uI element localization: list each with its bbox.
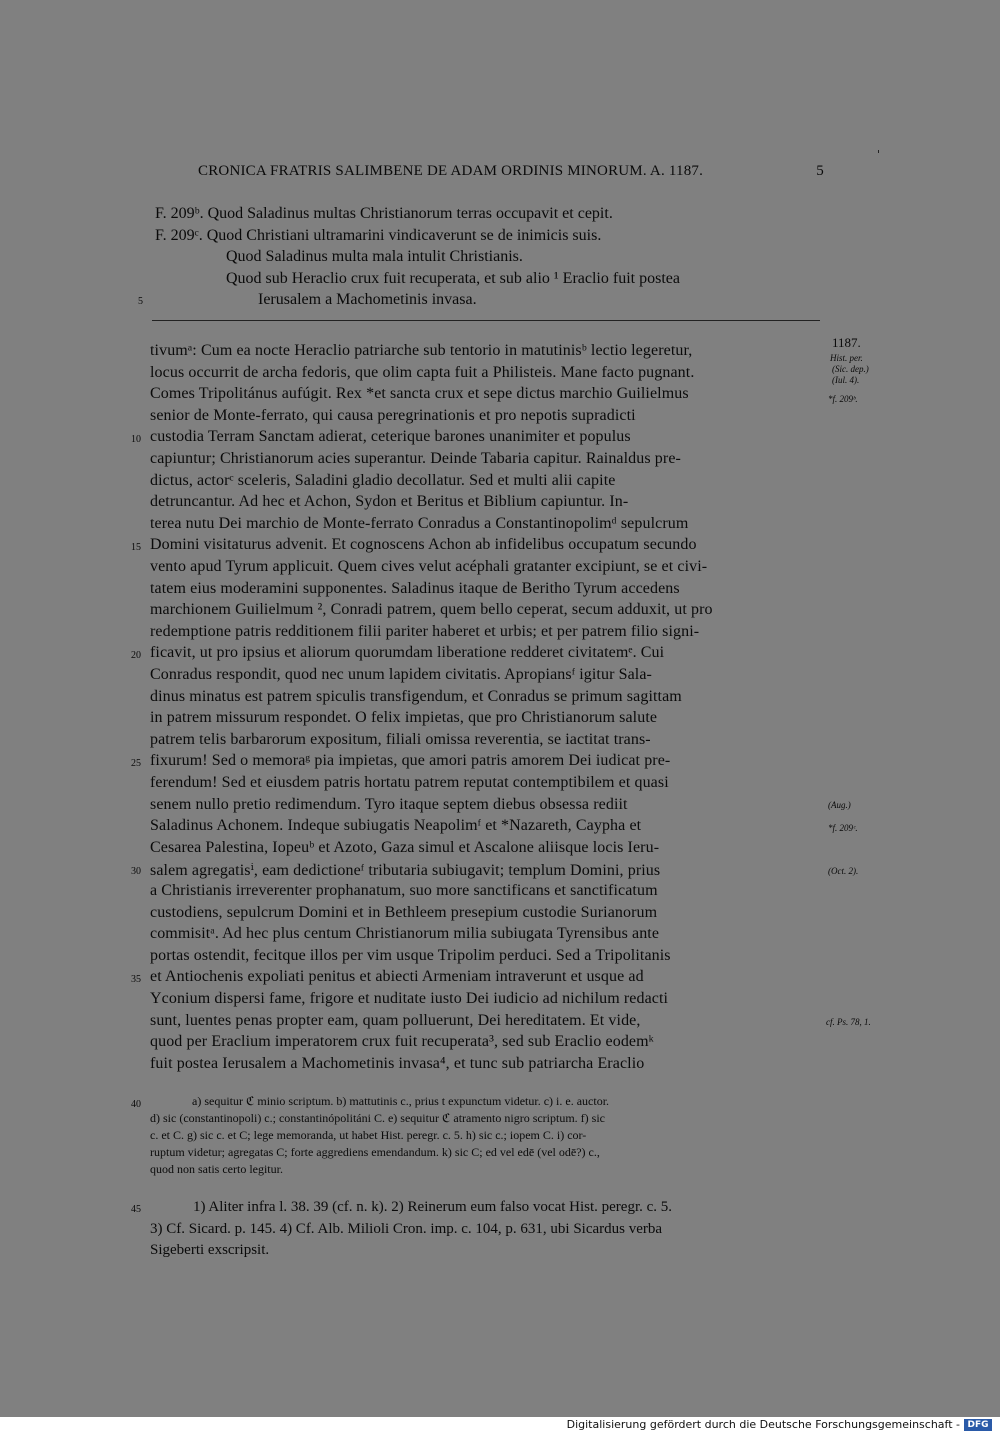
text-line: ferendum! Sed et eiusdem patris hortatu patrem reputat contemptibilem et quasi	[150, 774, 669, 791]
text-line: commisitᵃ. Ad hec plus centum Christianorum milia subiugata Tyrensibus ante	[150, 925, 660, 942]
line-number: 10	[131, 434, 141, 445]
text-line: Comes Tripolitánus aufúgit. Rex *et sancta crux et sepe dictus marchio Guilielmus	[150, 385, 689, 402]
apparatus-line: quod non satis certo legitur.	[150, 1162, 283, 1176]
text-line: tivumᵃ: Cum ea nocte Heraclio patriarche sub tentorio in matutinisᵇ lectio legeretur,	[150, 342, 693, 359]
text-line: senior de Monte-ferrato, qui causa peregrinationis et pro nepotis supradicti	[150, 407, 636, 424]
apparatus-line: c. et C. g) sic c. et C; lege memoranda, ut habet Hist. peregr. c. 5. h) sic c.; iopem C. i) cor-	[150, 1128, 587, 1142]
margin-year: 1187.	[832, 335, 861, 350]
toc-line: Quod Saladinus multa mala intulit Christianis.	[226, 248, 523, 265]
text-line: quod per Eraclium imperatorem crux fuit recuperata³, sed sub Eraclio eodemᵏ	[150, 1033, 654, 1050]
text-line: custodia Terram Sanctam adierat, ceterique barones unanimiter et populus	[150, 428, 631, 445]
line-number: 35	[131, 974, 141, 985]
separator-rule	[152, 320, 820, 322]
funding-credit: Digitalisierung gefördert durch die Deutsche Forschungsgemeinschaft -	[566, 1418, 960, 1431]
text-line: redemptione patris redditionem filii pariter haberet et urbis; et per patrem filio signi-	[150, 623, 700, 640]
apparatus-line: d) sic (constantinopoli) c.; constantinópolitáni C. e) sequitur ℭ atramento nigro scriptum. f) sic	[150, 1111, 606, 1125]
line-number: 15	[131, 542, 141, 553]
footer-bar	[0, 1417, 1000, 1434]
line-number: 25	[131, 758, 141, 769]
text-line: Cesarea Palestina, Iopeuᵇ et Azoto, Gaza simul et Ascalone aliisque locis Ieru-	[150, 839, 660, 856]
text-line: Conradus respondit, quod nec unum lapidem civitatis. Apropiansᶠ igitur Sala-	[150, 666, 652, 683]
dfg-logo: DFG	[964, 1419, 992, 1431]
reference-line: Sigeberti exscripsit.	[150, 1242, 270, 1258]
margin-note: *f. 209ᵇ.	[828, 394, 858, 404]
toc-line: Quod sub Heraclio crux fuit recuperata, et sub alio ¹ Eraclio fuit postea	[226, 270, 680, 287]
text-line: Yconium dispersi fame, frigore et nuditate iusto Dei iudicio ad nichilum redacti	[150, 990, 669, 1007]
page-number: 5	[816, 163, 824, 179]
toc-line: Ierusalem a Machometinis invasa.	[258, 291, 477, 308]
text-line: custodiens, sepulcrum Domini et in Bethleem presepium custodie Surianorum	[150, 904, 658, 921]
text-line: sunt, luentes penas propter eam, quam polluerunt, Dei hereditatem. Et vide,	[150, 1012, 641, 1029]
text-line: a Christianis irreverenter prophanatum, suo more sanctificans et sanctificatum	[150, 882, 658, 899]
text-line: patrem telis barbarorum expositum, filiali omissa reverentia, se iactitat trans-	[150, 731, 651, 748]
margin-note: *f. 209ᶜ.	[828, 823, 858, 833]
text-line: ficavit, ut pro ipsius et aliorum quorumdam liberatione redderet civitatemᵉ. Cui	[150, 644, 665, 661]
text-line: fixurum! Sed o memoraᵍ pia impietas, que amori patris amorem Dei iudicat pre-	[150, 752, 671, 769]
header-title: CRONICA FRATRIS SALIMBENE DE ADAM ORDINIS MINORUM. A. 1187.	[198, 163, 704, 179]
line-number: 45	[131, 1204, 141, 1215]
text-line: terea nutu Dei marchio de Monte-ferrato Conradus a Constantinopolimᵈ sepulcrum	[150, 515, 689, 532]
margin-note: Hist. per.	[830, 353, 863, 363]
text-line: tatem eius moderamini supponentes. Saladinus itaque de Beritho Tyrum accedens	[150, 580, 680, 597]
reference-line: 1) Aliter infra l. 38. 39 (cf. n. k). 2) Reinerum eum falso vocat Hist. peregr. c. 5.	[193, 1199, 673, 1215]
margin-note: cf. Ps. 78, 1.	[826, 1017, 871, 1027]
text-line: dictus, actorᶜ sceleris, Saladini gladio decollatur. Sed et multi alii capite	[150, 472, 616, 489]
text-line: portas ostendit, fecitque illos per vim usque Tripolim perduci. Sed a Tripolitanis	[150, 947, 671, 964]
text-line: senem nullo pretio redimendum. Tyro itaque septem diebus obsessa rediit	[150, 796, 628, 813]
text-line: Domini visitaturus advenit. Et cognoscens Achon ab infidelibus occupatum secundo	[150, 536, 697, 553]
text-line: fuit postea Ierusalem a Machometinis invasa⁴, et tunc sub patriarcha Eraclio	[150, 1055, 645, 1072]
text-line: vento apud Tyrum applicuit. Quem cives velut acéphali gratanter excipiunt, se et civi-	[150, 558, 708, 575]
text-line: locus occurrit de archa fedoris, que olim capta fuit a Philisteis. Mane facto pugnant.	[150, 364, 695, 381]
line-number: 5	[138, 296, 143, 307]
crop-mark	[878, 150, 879, 153]
margin-note: (Iul. 4).	[832, 375, 860, 385]
line-number: 20	[131, 650, 141, 661]
line-number: 30	[131, 866, 141, 877]
text-line: et Antiochenis expoliati penitus et abiecti Armeniam intraverunt et usque ad	[150, 968, 644, 985]
toc-line: F. 209ᵇ. Quod Saladinus multas Christianorum terras occupavit et cepit.	[155, 205, 613, 222]
text-line: in patrem missurum respondet. O felix impietas, que pro Christianorum salute	[150, 709, 658, 726]
line-number: 40	[131, 1099, 141, 1110]
text-line: salem agregatisⁱ, eam dedictioneᶠ tributaria subiugavit; templum Domini, prius	[150, 862, 661, 879]
toc-line: F. 209ᶜ. Quod Christiani ultramarini vindicaverunt se de inimicis suis.	[155, 227, 602, 244]
margin-note: (Oct. 2).	[828, 866, 859, 876]
margin-note: (Aug.)	[828, 800, 851, 810]
apparatus-line: a) sequitur ℭ minio scriptum. b) mattutinis c., prius t expunctum videtur. c) i. e. auctor.	[192, 1094, 610, 1108]
text-line: dinus minatus est patrem spiculis transfigendum, et Conradus se primum sagittam	[150, 688, 682, 705]
text-line: capiuntur; Christianorum acies superantur. Deinde Tabaria capitur. Rainaldus pre-	[150, 450, 681, 467]
apparatus-line: ruptum videtur; agregatas C; forte aggrediens emendandum. k) sic C; ed vel edē (vel odē?) c.,	[150, 1145, 600, 1159]
text-line: Saladinus Achonem. Indeque subiugatis Neapolimᶠ et *Nazareth, Caypha et	[150, 817, 642, 834]
reference-line: 3) Cf. Sicard. p. 145. 4) Cf. Alb. Milioli Cron. imp. c. 104, p. 631, ubi Sicardus verba	[150, 1221, 663, 1237]
text-line: marchionem Guilielmum ², Conradi patrem, quem bello ceperat, secum adduxit, ut pro	[150, 601, 713, 618]
text-line: detruncantur. Ad hec et Achon, Sydon et Beritus et Biblium capiuntur. In-	[150, 493, 629, 510]
margin-note: (Sic. dep.)	[832, 364, 869, 374]
